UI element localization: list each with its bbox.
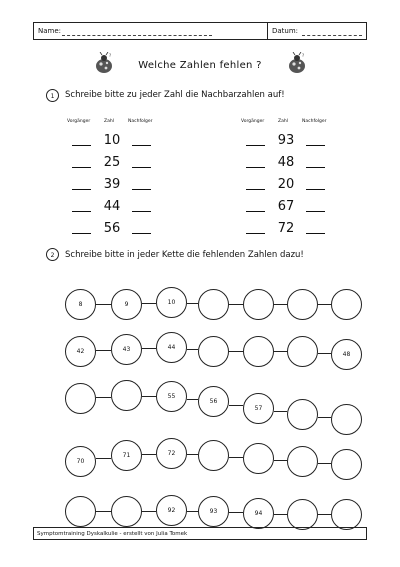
chain-circle-blank[interactable]: [243, 289, 274, 320]
chain-circle-given: 44: [156, 332, 187, 363]
chain-circle-blank[interactable]: [198, 289, 229, 320]
header-divider: [267, 23, 268, 39]
successor-blank[interactable]: [306, 233, 325, 234]
chain-circle-given: 56: [198, 386, 229, 417]
chain-circle-given: 10: [156, 287, 187, 318]
chain-connector: [274, 351, 287, 352]
chain-circle-blank[interactable]: [331, 499, 362, 530]
given-number: 56: [103, 221, 121, 236]
col-header-predecessor: Vorgänger: [241, 119, 265, 124]
predecessor-blank[interactable]: [72, 233, 91, 234]
chain-circle-given: 94: [243, 498, 274, 529]
chain-circle-blank[interactable]: [198, 440, 229, 471]
successor-blank[interactable]: [132, 189, 151, 190]
successor-blank[interactable]: [306, 211, 325, 212]
given-number: 48: [277, 155, 295, 170]
given-number: 10: [103, 133, 121, 148]
successor-blank[interactable]: [306, 189, 325, 190]
date-field[interactable]: [302, 35, 362, 36]
chain-circle-blank[interactable]: [243, 443, 274, 474]
chain-connector: [318, 514, 331, 515]
successor-blank[interactable]: [132, 145, 151, 146]
chain-connector: [318, 463, 331, 464]
chain-connector: [96, 350, 111, 351]
given-number: 25: [103, 155, 121, 170]
chain-connector: [142, 396, 156, 397]
chain-connector: [187, 511, 198, 512]
successor-blank[interactable]: [132, 167, 151, 168]
task-2-badge: 2: [46, 248, 59, 261]
chain-connector: [318, 304, 331, 305]
col-header-successor: Nachfolger: [128, 119, 153, 124]
predecessor-blank[interactable]: [246, 189, 265, 190]
chain-circle-blank[interactable]: [331, 404, 362, 435]
chain-connector: [274, 411, 287, 412]
chain-circle-given: 72: [156, 438, 187, 469]
chain-connector: [229, 457, 243, 458]
chain-connector: [229, 512, 243, 513]
col-header-number: Zahl: [278, 119, 288, 124]
chain-circle-blank[interactable]: [287, 336, 318, 367]
name-label: Name:: [38, 27, 62, 35]
chain-circle-given: 43: [111, 334, 142, 365]
predecessor-blank[interactable]: [246, 167, 265, 168]
chain-connector: [229, 351, 243, 352]
chain-circle-blank[interactable]: [243, 336, 274, 367]
chain-circle-blank[interactable]: [287, 499, 318, 530]
chain-connector: [187, 349, 198, 350]
chain-circle-blank[interactable]: [65, 496, 96, 527]
chain-circle-given: 55: [156, 381, 187, 412]
chain-connector: [274, 514, 287, 515]
chain-circle-given: 93: [198, 496, 229, 527]
given-number: 44: [103, 199, 121, 214]
col-header-predecessor: Vorgänger: [67, 119, 91, 124]
chain-connector: [229, 405, 243, 406]
svg-text:?: ?: [302, 53, 305, 58]
chain-circle-blank[interactable]: [287, 289, 318, 320]
task-1-instruction: Schreibe bitte zu jeder Zahl die Nachbarzahlen auf!: [65, 90, 285, 100]
chain-circle-blank[interactable]: [65, 383, 96, 414]
svg-text:?: ?: [109, 53, 112, 58]
predecessor-blank[interactable]: [246, 145, 265, 146]
chain-connector: [142, 511, 156, 512]
predecessor-blank[interactable]: [72, 189, 91, 190]
chain-circle-blank[interactable]: [331, 289, 362, 320]
chain-circle-given: 57: [243, 393, 274, 424]
page-title: Welche Zahlen fehlen ?: [138, 60, 262, 71]
chain-connector: [229, 304, 243, 305]
chain-connector: [142, 348, 156, 349]
header-box: [33, 22, 367, 40]
chain-connector: [187, 303, 198, 304]
chain-circle-given: 42: [65, 336, 96, 367]
chain-connector: [96, 458, 111, 459]
predecessor-blank[interactable]: [246, 211, 265, 212]
chain-circle-blank[interactable]: [111, 496, 142, 527]
successor-blank[interactable]: [132, 211, 151, 212]
chain-connector: [318, 353, 331, 354]
footer: [33, 527, 367, 540]
chain-connector: [96, 397, 111, 398]
chain-circle-given: 8: [65, 289, 96, 320]
chain-connector: [187, 454, 198, 455]
chain-connector: [274, 460, 287, 461]
task-2-instruction: Schreibe bitte in jeder Kette die fehlenden Zahlen dazu!: [65, 250, 304, 260]
chain-circle-given: 48: [331, 339, 362, 370]
chain-connector: [96, 304, 111, 305]
given-number: 39: [103, 177, 121, 192]
given-number: 20: [277, 177, 295, 192]
given-number: 93: [277, 133, 295, 148]
predecessor-blank[interactable]: [246, 233, 265, 234]
chain-circle-given: 92: [156, 495, 187, 526]
chain-connector: [96, 511, 111, 512]
task-1-badge: 1: [46, 89, 59, 102]
chain-connector: [142, 303, 156, 304]
chain-circle-given: 9: [111, 289, 142, 320]
successor-blank[interactable]: [306, 145, 325, 146]
predecessor-blank[interactable]: [72, 167, 91, 168]
successor-blank[interactable]: [132, 233, 151, 234]
chain-circle-blank[interactable]: [111, 380, 142, 411]
footer-credit: Symptomtraining Dyskalkulie - erstellt von Julia Tomek: [37, 531, 188, 537]
chain-circle-given: 71: [111, 440, 142, 471]
predecessor-blank[interactable]: [72, 211, 91, 212]
chain-connector: [274, 304, 287, 305]
chain-circle-blank[interactable]: [287, 446, 318, 477]
successor-blank[interactable]: [306, 167, 325, 168]
date-label: Datum:: [272, 27, 299, 35]
name-field[interactable]: [62, 35, 212, 36]
predecessor-blank[interactable]: [72, 145, 91, 146]
chain-circle-blank[interactable]: [198, 336, 229, 367]
chain-connector: [187, 399, 198, 400]
chain-connector: [142, 454, 156, 455]
given-number: 67: [277, 199, 295, 214]
col-header-number: Zahl: [104, 119, 114, 124]
chain-circle-blank[interactable]: [287, 399, 318, 430]
chain-circle-blank[interactable]: [331, 449, 362, 480]
chain-circle-given: 70: [65, 446, 96, 477]
given-number: 72: [277, 221, 295, 236]
chain-connector: [318, 417, 331, 418]
col-header-successor: Nachfolger: [302, 119, 327, 124]
